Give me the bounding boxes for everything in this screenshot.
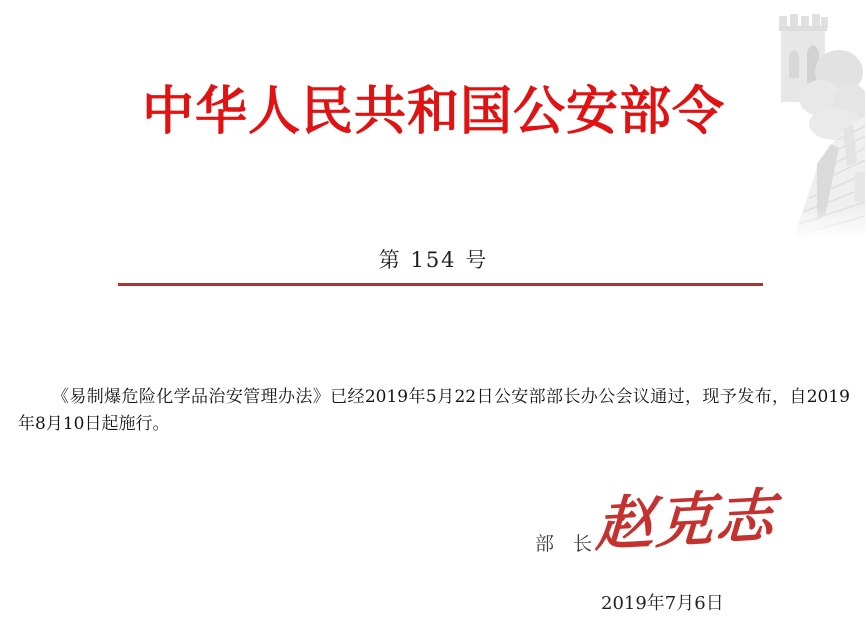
minister-label: 部 长 bbox=[535, 533, 593, 555]
red-divider-line bbox=[118, 283, 763, 286]
body-paragraph: 《易制爆危险化学品治安管理办法》已经2019年5月22日公安部部长办公会议通过，现予发布，自2019年8月10日起施行。 bbox=[18, 387, 850, 434]
document-title: 中华人民共和国公安部令 bbox=[141, 81, 725, 142]
issue-date: 2019年7月6日 bbox=[601, 593, 724, 614]
decree-number: 第 154 号 bbox=[378, 248, 489, 272]
minister-signature: 赵克志 bbox=[594, 481, 778, 560]
